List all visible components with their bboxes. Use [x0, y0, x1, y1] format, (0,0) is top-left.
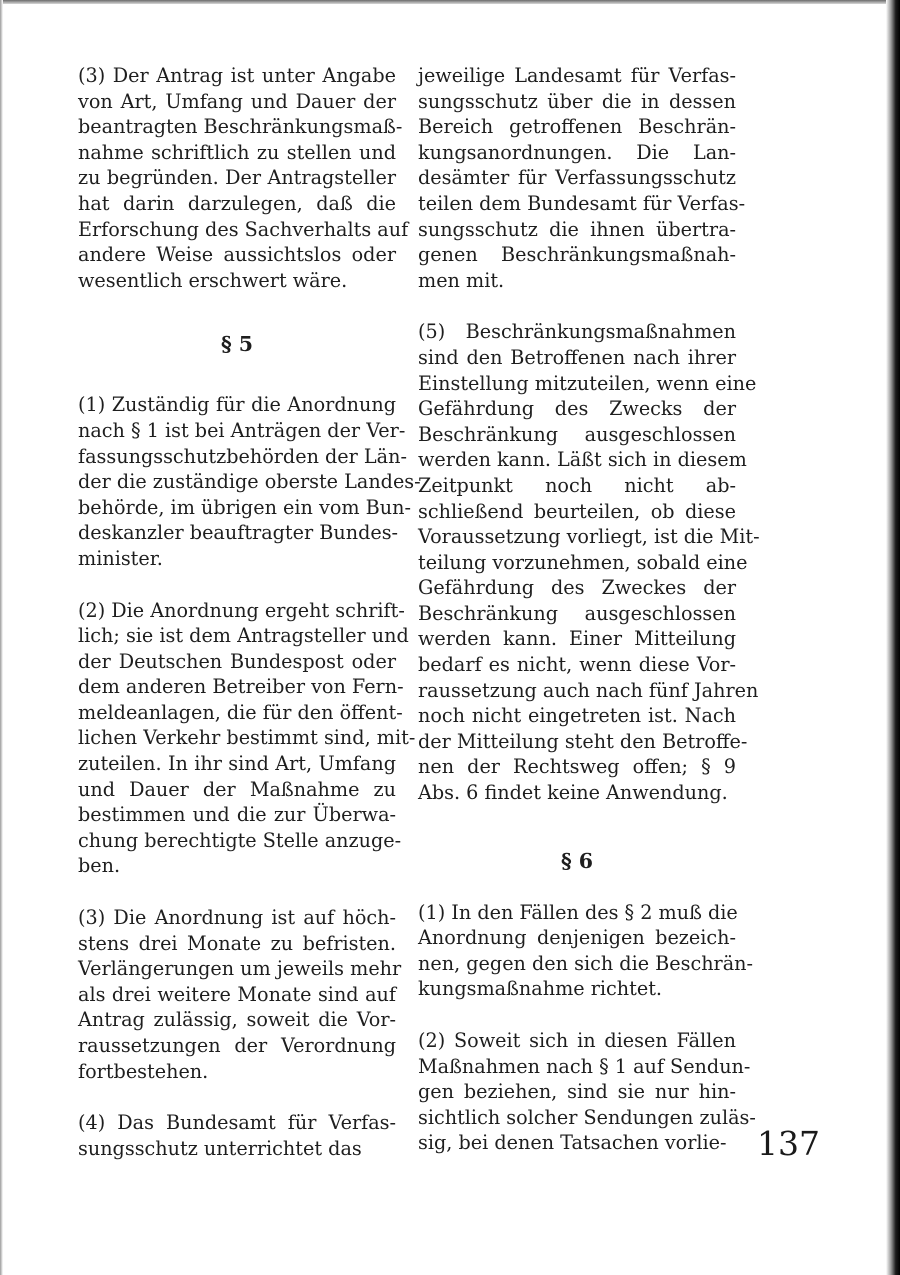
- text-line: teilen dem Bundesamt für Verfas-: [418, 191, 746, 215]
- text-line: sind den Betroffenen nach ihrer: [418, 345, 736, 369]
- text-line: Gefährdung des Zwecks der: [418, 397, 736, 421]
- text-line: Abs. 6 findet keine Anwendung.: [418, 781, 728, 805]
- text-line: Anordnung denjenigen bezeich-: [418, 926, 736, 950]
- text-line: von Art, Umfang und Dauer der: [78, 89, 396, 113]
- scan-edge-left: [0, 0, 3, 1275]
- text-line: zu begründen. Der Antragsteller: [78, 166, 396, 190]
- text-line: kungsanordnungen. Die Lan-: [418, 140, 736, 164]
- text-line: Maßnahmen nach § 1 auf Sendun-: [418, 1054, 751, 1078]
- text-line: sungsschutz über die in dessen: [418, 89, 736, 113]
- text-line: lichen Verkehr bestimmt sind, mit-: [78, 726, 416, 750]
- text-line: raussetzung auch nach fünf Jahren: [418, 678, 759, 702]
- text-line: Einstellung mitzuteilen, wenn eine: [418, 371, 757, 395]
- text-line: nahme schriftlich zu stellen und: [78, 140, 396, 164]
- text-line: meldeanlagen, die für den öffent-: [78, 700, 403, 724]
- text-line: Verlängerungen um jeweils mehr: [78, 957, 402, 981]
- text-line: chung berechtigte Stelle anzuge-: [78, 828, 402, 852]
- text-line: noch nicht eingetreten ist. Nach: [418, 704, 736, 728]
- text-line: (3) Der Antrag ist unter Angabe: [78, 64, 396, 87]
- text-line: Beschränkung ausgeschlossen: [418, 601, 736, 625]
- page-number: 137: [757, 1124, 820, 1163]
- text-line: sungsschutz die ihnen übertra-: [418, 217, 736, 241]
- paragraph-4-3: [78, 63, 409, 293]
- text-line: gen beziehen, sind sie nur hin-: [418, 1080, 736, 1104]
- text-line: genen Beschränkungsmaßnah-: [418, 243, 736, 267]
- paragraph-5-2: [78, 598, 416, 880]
- text-line: Gefährdung des Zweckes der: [418, 576, 736, 600]
- text-line: nen, gegen den sich die Beschrän-: [418, 951, 754, 975]
- paragraph-5-5: [418, 319, 760, 805]
- text-line: ben.: [78, 854, 121, 878]
- text-line: (2) Soweit sich in diesen Fällen: [418, 1029, 736, 1052]
- text-line: und Dauer der Maßnahme zu: [78, 777, 396, 801]
- text-line: deskanzler beauftragter Bundes-: [78, 521, 399, 545]
- text-line: der Deutschen Bundespost oder: [78, 649, 396, 673]
- text-line: zuteilen. In ihr sind Art, Umfang: [78, 752, 396, 776]
- text-line: (3) Die Anordnung ist auf höch-: [78, 906, 396, 930]
- text-line: der die zuständige oberste Landes-: [78, 470, 421, 494]
- text-line: wesentlich erschwert wäre.: [78, 268, 348, 292]
- text-line: (1) Zuständig für die Anordnung: [78, 393, 396, 417]
- text-line: hat darin darzulegen, daß die: [78, 191, 396, 215]
- text-line: Bereich getroffenen Beschrän-: [418, 115, 736, 139]
- paragraph-5-3: [78, 905, 402, 1084]
- text-line: behörde, im übrigen ein vom Bun-: [78, 495, 411, 519]
- paragraph-5-4-continued: [418, 63, 746, 293]
- text-line: nach § 1 ist bei Anträgen der Ver-: [78, 418, 406, 442]
- scan-edge-top: [0, 0, 900, 4]
- scan-shadow-right: [886, 0, 900, 1275]
- text-line: (4) Das Bundesamt für Verfas-: [78, 1111, 396, 1135]
- text-line: (5) Beschränkungsmaßnahmen: [418, 320, 736, 344]
- text-line: werden kann. Läßt sich in diesem: [418, 448, 747, 472]
- text-line: raussetzungen der Verordnung: [78, 1034, 396, 1057]
- text-line: andere Weise aussichtslos oder: [78, 243, 396, 267]
- text-line: lich; sie ist dem Antragsteller und: [78, 624, 409, 648]
- text-line: beantragten Beschränkungsmaß-: [78, 115, 403, 139]
- text-line: desämter für Verfassungsschutz: [418, 166, 736, 190]
- text-line: kungsmaßnahme richtet.: [418, 977, 663, 1001]
- text-line: teilung vorzunehmen, sobald eine: [418, 550, 748, 574]
- text-line: fassungsschutzbehörden der Län-: [78, 444, 407, 468]
- paragraph-6-2: [418, 1028, 756, 1156]
- text-line: jeweilige Landesamt für Verfas-: [418, 64, 736, 87]
- text-line: stens drei Monate zu befristen.: [78, 931, 396, 955]
- text-line: (1) In den Fällen des § 2 muß die: [418, 900, 738, 924]
- text-line: (2) Die Anordnung ergeht schrift-: [78, 598, 405, 622]
- paragraph-5-1: [78, 392, 421, 571]
- text-line: Zeitpunkt noch nicht ab-: [418, 473, 736, 497]
- text-line: schließend beurteilen, ob diese: [418, 499, 736, 523]
- text-line: dem anderen Betreiber von Fern-: [78, 675, 404, 699]
- text-line: sig, bei denen Tatsachen vorlie-: [418, 1131, 727, 1155]
- text-line: sungsschutz unterrichtet das: [78, 1136, 362, 1160]
- text-line: bestimmen und die zur Überwa-: [78, 803, 396, 827]
- text-line: Erforschung des Sachverhalts auf: [78, 217, 409, 241]
- paragraph-6-1: [418, 900, 754, 1002]
- text-line: bedarf es nicht, wenn diese Vor-: [418, 653, 736, 677]
- paragraph-5-4-start: [78, 1110, 396, 1161]
- text-line: fortbestehen.: [78, 1059, 209, 1083]
- text-line: Antrag zulässig, soweit die Vor-: [78, 1008, 396, 1032]
- text-line: nen der Rechtsweg offen; § 9: [418, 755, 736, 779]
- text-line: der Mitteilung steht den Betroffe-: [418, 729, 748, 753]
- text-line: Voraussetzung vorliegt, ist die Mit-: [418, 525, 760, 549]
- text-line: Beschränkung ausgeschlossen: [418, 422, 736, 446]
- left-column: [78, 63, 421, 1161]
- right-column: [418, 63, 760, 1156]
- section-heading-6: § 6: [560, 848, 594, 873]
- text-line: minister.: [78, 546, 163, 570]
- text-line: sichtlich solcher Sendungen zuläs-: [418, 1105, 756, 1129]
- section-heading-5: § 5: [220, 332, 254, 357]
- text-line: als drei weitere Monate sind auf: [78, 982, 396, 1006]
- text-line: men mit.: [418, 268, 505, 292]
- text-line: werden kann. Einer Mitteilung: [418, 627, 736, 651]
